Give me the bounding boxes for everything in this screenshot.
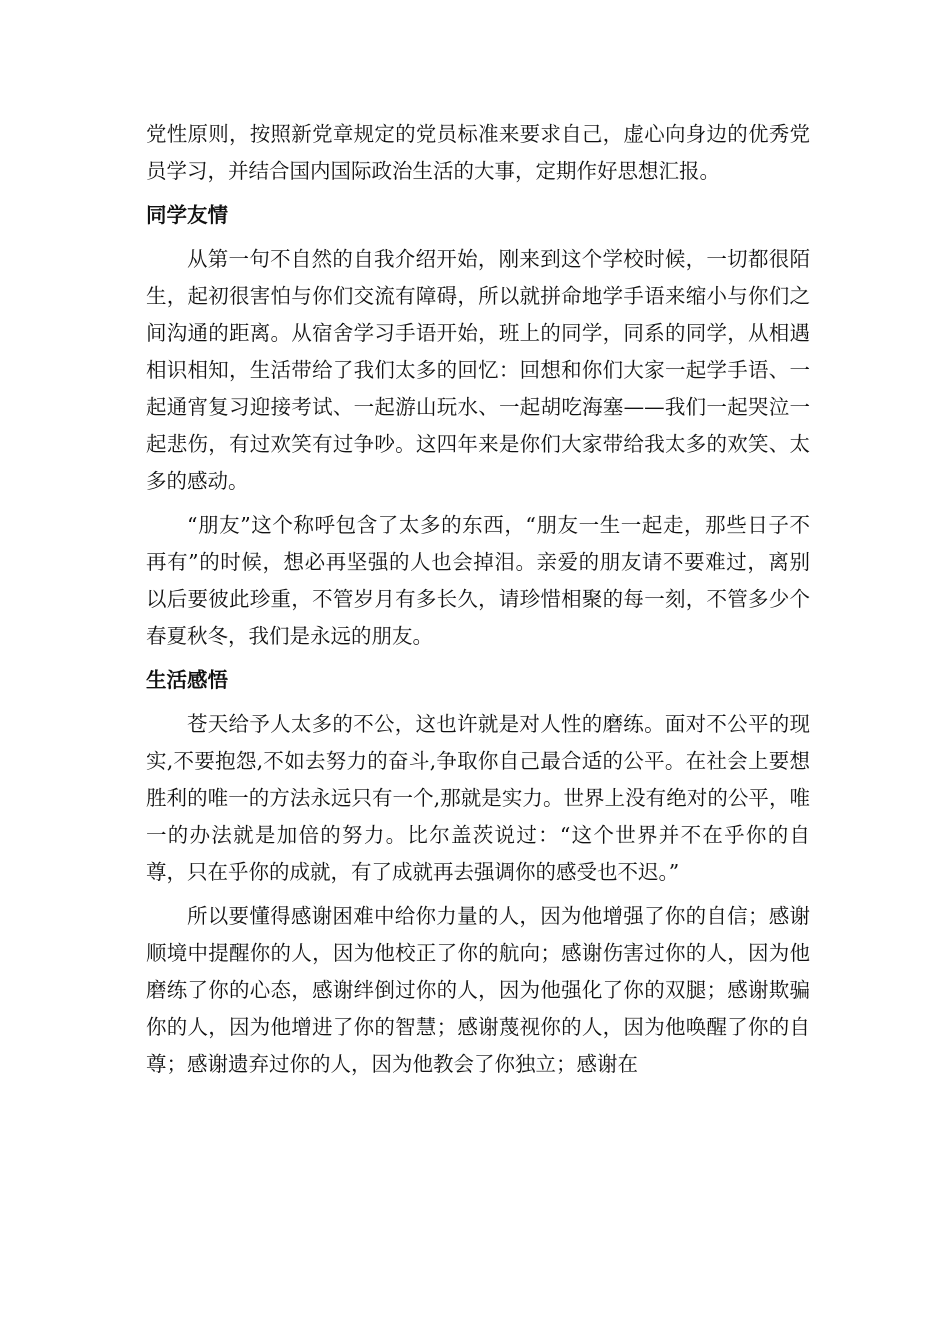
spacer (146, 234, 810, 241)
spacer (146, 500, 810, 507)
spacer (146, 891, 810, 898)
spacer (146, 699, 810, 706)
section-heading-classmates: 同学友情 (146, 203, 228, 227)
spacer (146, 655, 810, 662)
life-paragraph-2: 所以要懂得感谢困难中给你力量的人，因为他增强了你的自信；感谢顺境中提醒你的人，因为他校正了你的航向；感谢伤害过你的人，因为他磨练了你的心态，感谢绊倒过你的人，因为他强化了你的双腿；感谢欺骗你的人，因为他增进了你的智慧；感谢蔑视你的人，因为他唤醒了你的自尊；感谢遗弃过你的人，因为他教会了你独立；感谢在 (146, 904, 810, 1076)
spacer (146, 190, 810, 197)
life-paragraph-1: 苍天给予人太多的不公，这也许就是对人性的磨练。面对不公平的现实,不要抱怨,不如去努力的奋斗,争取你自己最合适的公平。在社会上要想胜利的唯一的方法永远只有一个,那就是实力。世界上没有绝对的公平，唯一的办法就是加倍的努力。比尔盖茨说过：“这个世界并不在乎你的自尊，只在乎你的成就，有了成就再去强调你的感受也不迟。” (146, 712, 810, 884)
document-page (146, 116, 810, 1083)
classmates-paragraph-2: “朋友”这个称呼包含了太多的东西，“朋友一生一起走，那些日子不再有”的时候，想必再坚强的人也会掉泪。亲爱的朋友请不要难过，离别以后要彼此珍重，不管岁月有多长久，请珍惜相聚的每一刻，不管多少个春夏秋冬，我们是永远的朋友。 (146, 513, 810, 648)
intro-paragraph: 党性原则，按照新党章规定的党员标准来要求自己，虚心向身边的优秀党员学习，并结合国内国际政治生活的大事，定期作好思想汇报。 (146, 122, 810, 183)
section-heading-life: 生活感悟 (146, 668, 228, 692)
classmates-paragraph-1: 从第一句不自然的自我介绍开始，刚来到这个学校时候，一切都很陌生，起初很害怕与你们交流有障碍，所以就拼命地学手语来缩小与你们之间沟通的距离。从宿舍学习手语开始，班上的同学，同系的同学，从相遇相识相知，生活带给了我们太多的回忆：回想和你们大家一起学手语、一起通宵复习迎接考试、一起游山玩水、一起胡吃海塞——我们一起哭泣一起悲伤，有过欢笑有过争吵。这四年来是你们大家带给我太多的欢笑、太多的感动。 (146, 247, 810, 493)
